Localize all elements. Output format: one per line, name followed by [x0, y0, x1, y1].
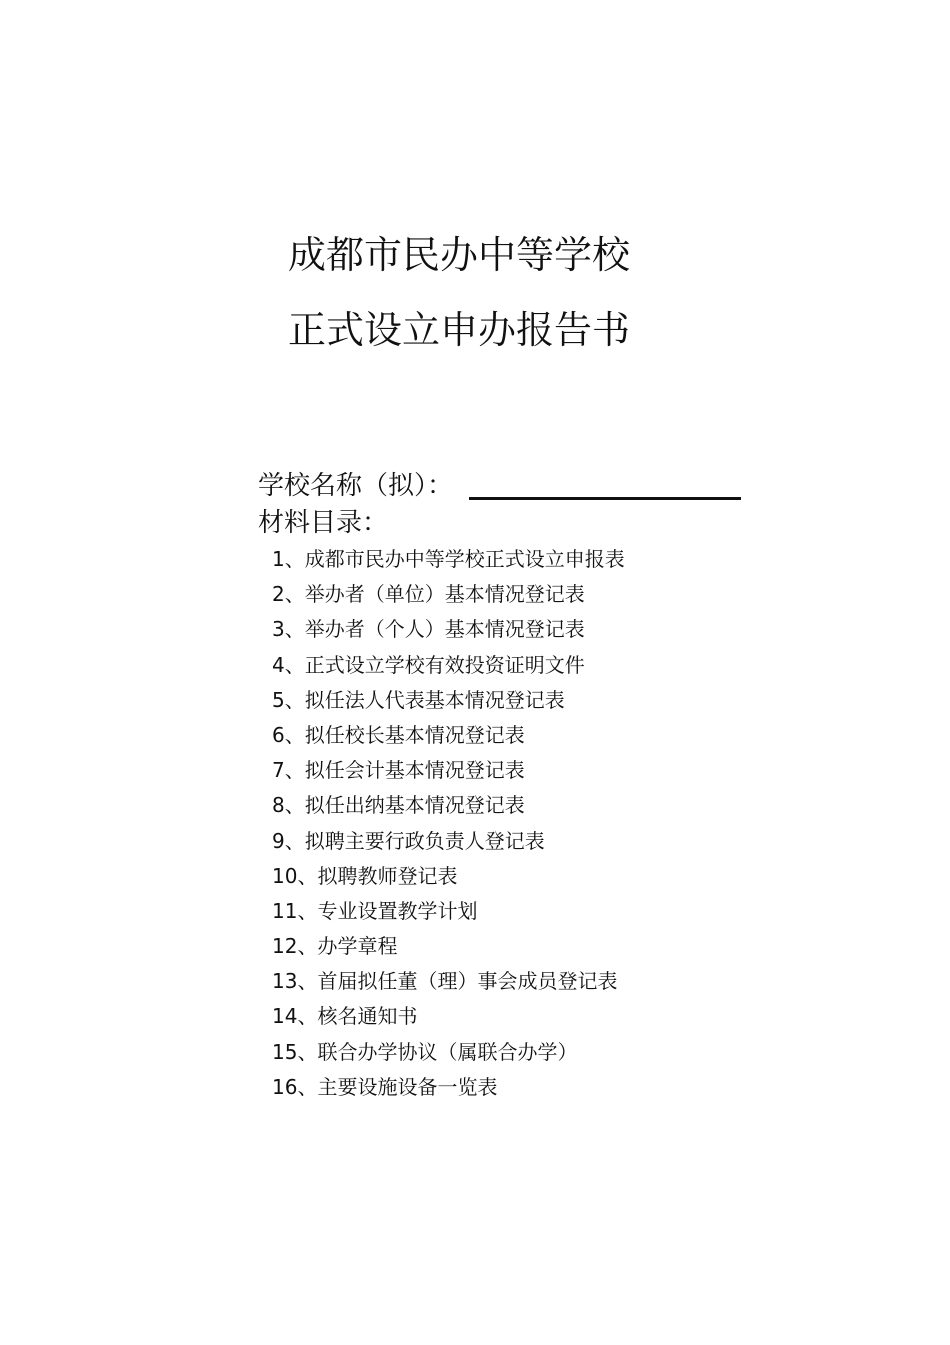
document-title-line-2: 正式设立申办报告书: [288, 308, 631, 352]
toc-item-1: 1、成都市民办中等学校正式设立申报表: [272, 547, 625, 571]
toc-item-15: 15、联合办学协议（属联合办学）: [272, 1039, 578, 1064]
toc-item-16: 16、主要设施设备一览表: [272, 1074, 498, 1099]
toc-item-4: 4、正式设立学校有效投资证明文件: [272, 652, 585, 677]
toc-item-2: 2、举办者（单位）基本情况登记表: [272, 582, 585, 607]
school-name-label: 学校名称（拟）：: [258, 471, 454, 501]
toc-item-5: 5、拟任法人代表基本情况登记表: [272, 687, 565, 712]
toc-heading: 材料目录：: [258, 508, 389, 538]
document-title-line-1: 成都市民办中等学校: [288, 233, 631, 277]
toc-item-13: 13、首届拟任董（理）事会成员登记表: [272, 969, 618, 994]
toc-item-10: 10、拟聘教师登记表: [272, 863, 458, 888]
toc-item-3: 3、举办者（个人）基本情况登记表: [272, 617, 585, 642]
toc-item-11: 11、专业设置教学计划: [272, 898, 478, 923]
toc-item-14: 14、核名通知书: [272, 1004, 418, 1029]
school-name-field: [258, 468, 741, 504]
toc-list: [272, 542, 625, 1105]
toc-item-8: 8、拟任出纳基本情况登记表: [272, 793, 525, 818]
toc-item-12: 12、办学章程: [272, 934, 398, 959]
toc-item-7: 7、拟任会计基本情况登记表: [272, 758, 525, 783]
school-name-blank-line: [469, 497, 741, 500]
toc-item-9: 9、拟聘主要行政负责人登记表: [272, 828, 545, 853]
toc-item-6: 6、拟任校长基本情况登记表: [272, 722, 525, 747]
